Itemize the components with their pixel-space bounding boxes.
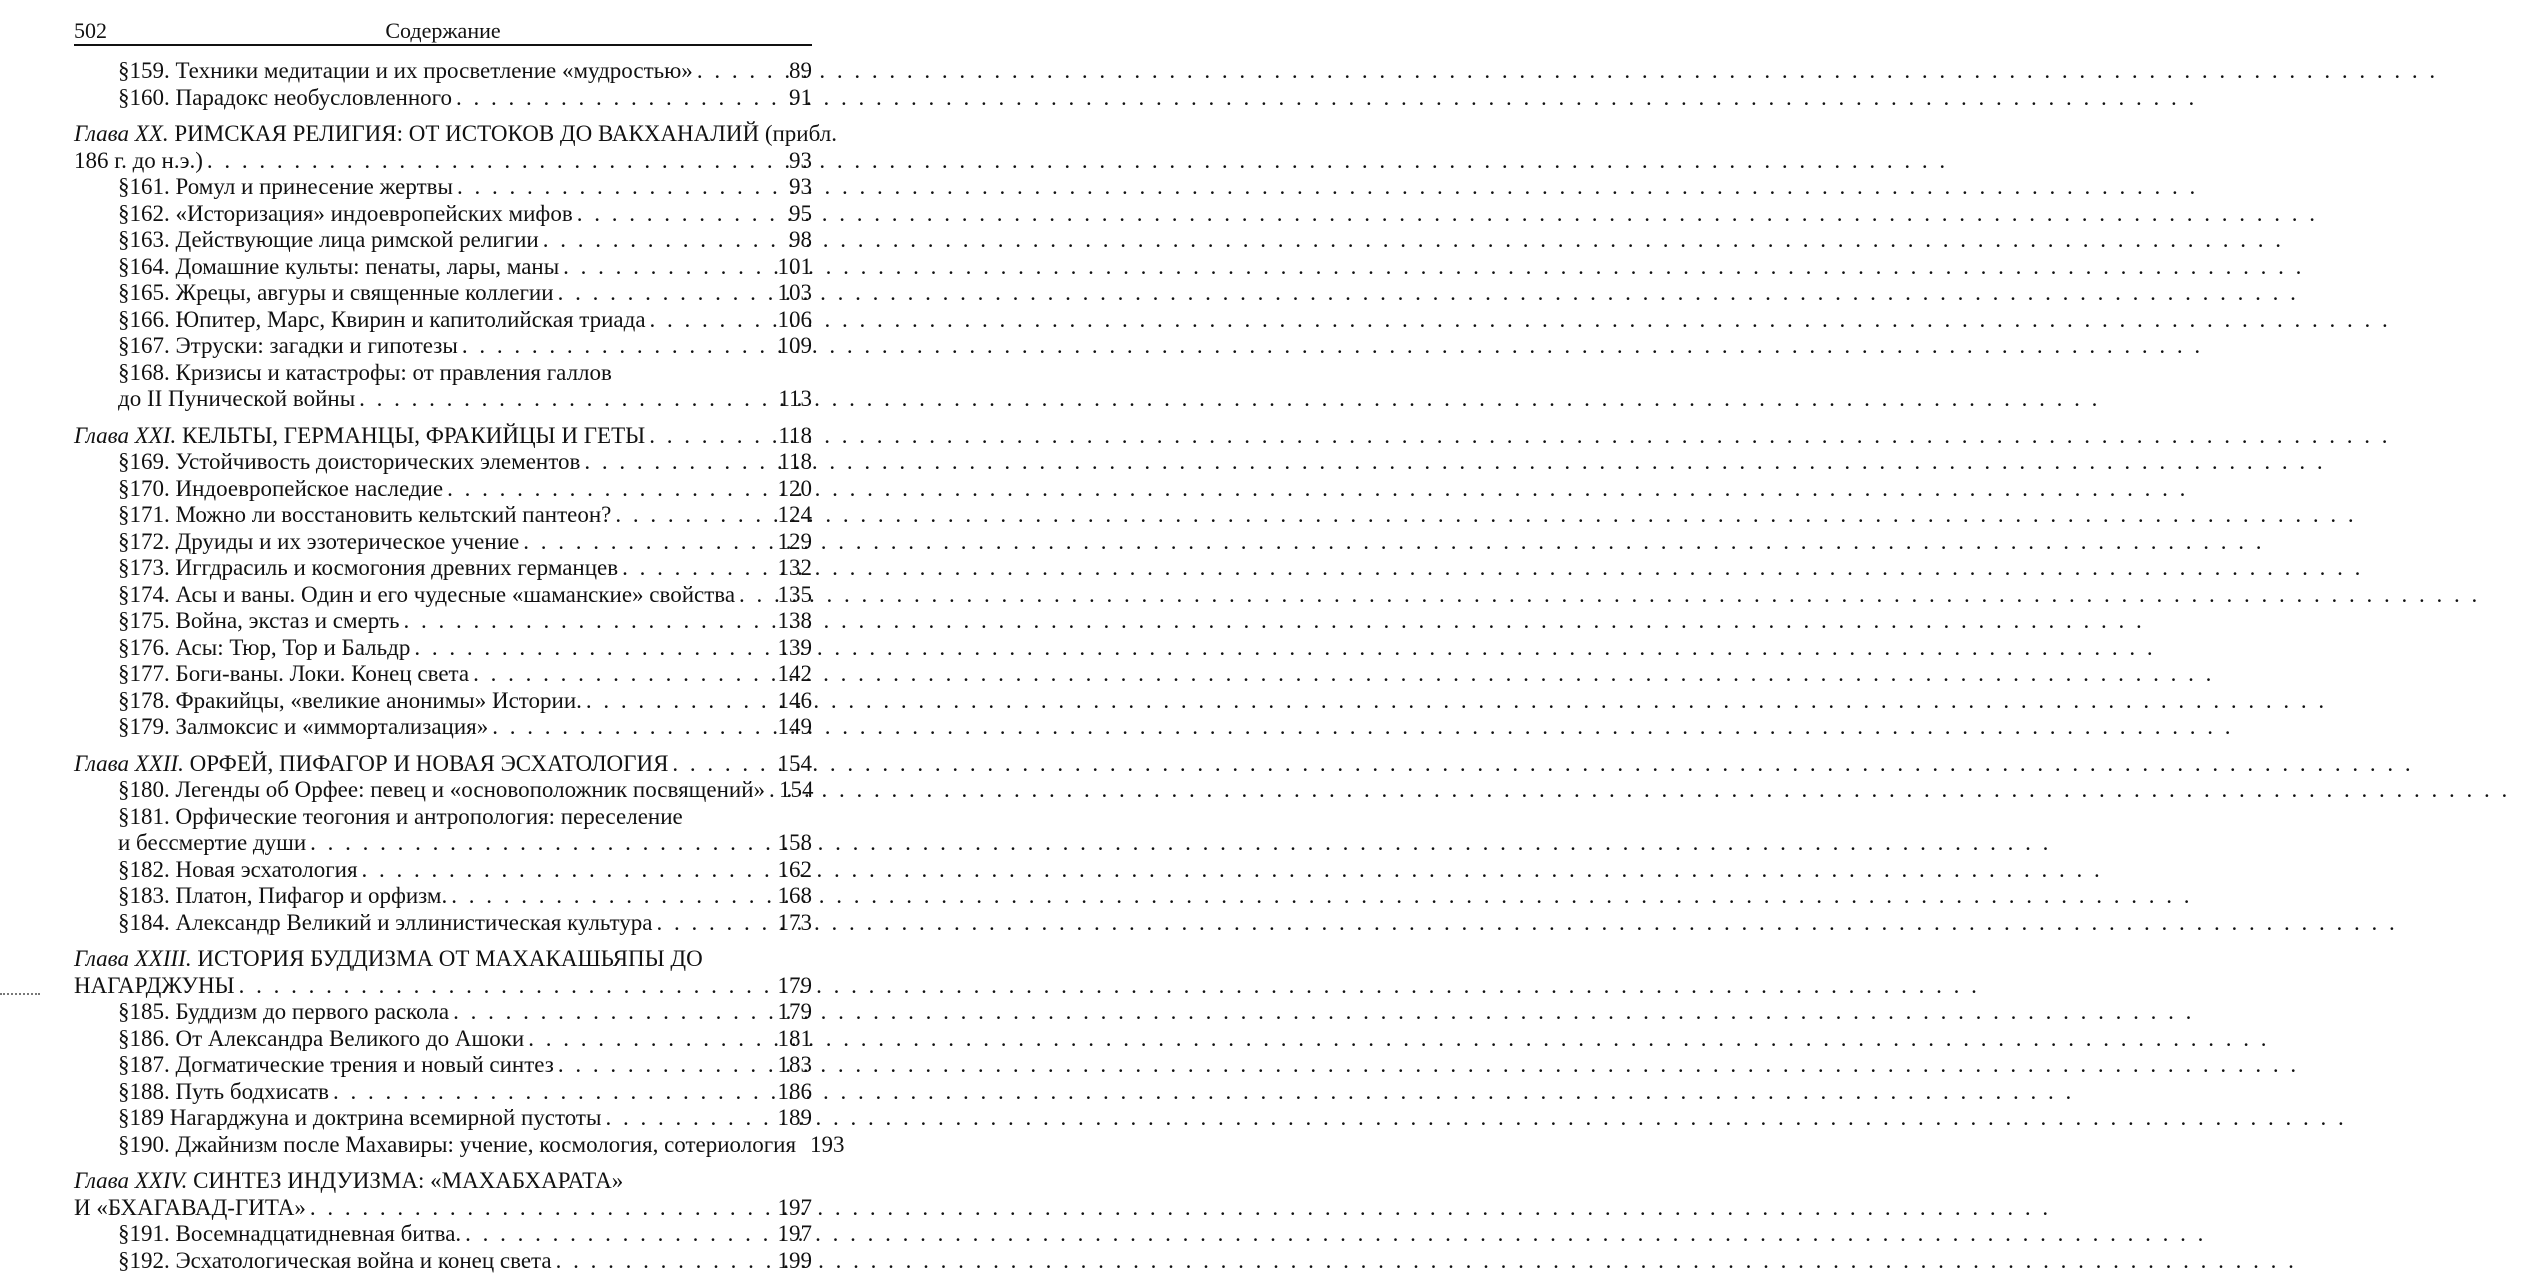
entry-text: §186. От Александра Великого до Ашоки [118, 1025, 525, 1051]
toc-section-entry [74, 661, 812, 688]
chapter-label: Глава XXIV. [74, 1168, 188, 1193]
toc-section-entry [74, 58, 812, 85]
page-ref: 95 [789, 200, 812, 226]
entry-text: §172. Друиды и их эзотерическое учение [118, 528, 520, 554]
page-ref: 193 [810, 1131, 845, 1157]
dot-leader [453, 999, 773, 1026]
page-ref: 168 [777, 883, 812, 908]
page-ref: 197 [777, 1194, 812, 1220]
dot-leader [563, 254, 773, 281]
entry-text: §175. Война, экстаз и смерть [118, 608, 400, 633]
page-ref: 139 [777, 634, 812, 660]
entry-title [118, 85, 452, 112]
dot-leader [739, 582, 773, 609]
chapter-label: Глава XXII. [74, 750, 184, 776]
entry-text: и бессмертие души [118, 830, 307, 855]
toc-chapter-entry [74, 1195, 812, 1222]
entry-text: И «БХАГАВАД-ГИТА» [74, 1194, 306, 1220]
entry-title [118, 529, 519, 556]
entry-title [118, 307, 646, 334]
entry-title [118, 555, 618, 582]
entry-text: ОРФЕЙ, ПИФАГОР И НОВАЯ ЭСХАТОЛОГИЯ [183, 750, 669, 776]
dot-leader [333, 1079, 774, 1106]
toc-section-entry [74, 555, 812, 582]
dot-leader [473, 661, 773, 688]
entry-text: СИНТЕЗ ИНДУИЗМА: «МАХАБХАРАТА» [187, 1168, 624, 1193]
entry-text: §165. Жрецы, авгуры и священные коллегии [118, 280, 554, 305]
chapter-label: Глава XXI. [74, 422, 177, 448]
toc-section-entry [74, 254, 812, 281]
entry-title [118, 333, 458, 360]
entry-text: §173. Иггдрасиль и космогония древних германцев [118, 555, 619, 580]
toc-section-entry [74, 1079, 812, 1106]
dot-leader [310, 830, 773, 857]
entry-text: НАГАРДЖУНЫ [74, 972, 235, 998]
entry-title [118, 174, 453, 201]
dot-leader [657, 910, 774, 937]
entry-title [118, 1079, 329, 1106]
entry-title [118, 476, 443, 503]
page-ref: 118 [778, 449, 812, 474]
page-ref: 124 [777, 502, 812, 527]
entry-title [74, 423, 645, 450]
page-ref: 106 [777, 306, 812, 332]
entry-title [118, 661, 469, 688]
entry-text: §190. Джайнизм после Махавиры: учение, космология, сотериология [118, 1131, 797, 1157]
toc-chapter-entry [74, 121, 837, 148]
page-ref: 129 [777, 528, 812, 554]
toc-section-entry [74, 1248, 812, 1275]
toc-section-entry [74, 635, 812, 662]
entry-title [118, 58, 693, 85]
entry-text: §184. Александр Великий и эллинистическая культура [118, 909, 653, 935]
entry-title [118, 830, 306, 857]
entry-title [118, 910, 653, 937]
entry-title [118, 999, 449, 1026]
page-ref: 120 [777, 475, 812, 501]
page-number: 502 [74, 18, 107, 43]
entry-text: §174. Асы и ваны. Один и его чудесные «шаманские» свойства [118, 581, 736, 607]
toc-chapter-entry [74, 751, 812, 778]
page-ref: 118 [778, 422, 812, 448]
entry-text: КЕЛЬТЫ, ГЕРМАНЦЫ, ФРАКИЙЦЫ И ГЕТЫ [176, 422, 646, 448]
dot-leader [586, 688, 774, 715]
entry-title [74, 148, 203, 175]
dot-leader [584, 449, 774, 476]
dot-leader [462, 333, 774, 360]
page-ref: 93 [789, 174, 812, 199]
page-ref: 149 [777, 714, 812, 739]
entry-text: §164. Домашние культы: пенаты, лары, маны [118, 253, 560, 279]
entry-text: §188. Путь бодхисатв [118, 1078, 329, 1104]
entry-text: §163. Действующие лица римской религии [118, 227, 539, 252]
entry-title [118, 688, 582, 715]
dot-leader [672, 751, 773, 778]
entry-text: §167. Этруски: загадки и гипотезы [118, 333, 458, 358]
entry-text: 186 г. до н.э.) [74, 147, 203, 173]
header-rule [74, 44, 812, 46]
page-ref: 186 [777, 1078, 812, 1104]
entry-title [118, 201, 573, 228]
page-ref: 162 [777, 856, 812, 882]
page-ref: 154 [779, 777, 814, 802]
toc-chapter-entry [74, 1168, 812, 1195]
entry-title [118, 635, 410, 662]
entry-text: §171. Можно ли восстановить кельтский пантеон? [118, 502, 612, 527]
entry-text: §181. Орфические теогония и антропология: переселение [118, 803, 683, 829]
entry-title [118, 777, 765, 804]
entry-title [118, 360, 612, 387]
toc-chapter-entry [74, 946, 812, 973]
entry-title [118, 804, 683, 831]
entry-title [118, 280, 554, 307]
entry-text: §183. Платон, Пифагор и орфизм. [118, 883, 448, 908]
entry-text: §169. Устойчивость доисторических элементов [118, 449, 581, 474]
entry-title [118, 1052, 554, 1079]
toc-section-entry [74, 714, 812, 741]
page-ref: 91 [789, 84, 812, 110]
dot-leader [558, 1052, 774, 1079]
entry-text: §185. Буддизм до первого раскола [118, 999, 450, 1024]
entry-title [118, 386, 355, 413]
entry-title [74, 1195, 306, 1222]
toc-section-entry [74, 529, 812, 556]
chapter-label: Глава XXIII. [74, 946, 192, 971]
entry-title [74, 1168, 623, 1195]
dot-leader [359, 386, 774, 413]
page-ref: 101 [777, 253, 812, 279]
dot-leader [362, 857, 774, 884]
toc-section-entry [74, 910, 812, 937]
dot-leader [528, 1026, 773, 1053]
page-ref: 179 [777, 999, 812, 1024]
dot-leader [207, 148, 785, 175]
toc-section-entry [74, 280, 812, 307]
toc-section-entry [74, 1105, 812, 1132]
dot-leader [650, 307, 774, 334]
entry-title [74, 946, 703, 973]
page-ref: 199 [777, 1247, 812, 1273]
dot-leader [451, 883, 773, 910]
toc-section-entry [74, 857, 812, 884]
page-ref: 158 [777, 830, 812, 855]
entry-text: §161. Ромул и принесение жертвы [118, 174, 453, 199]
dot-leader [577, 201, 785, 228]
dot-leader [456, 85, 785, 112]
entry-title [118, 714, 488, 741]
toc-section-entry [74, 1026, 812, 1053]
page-ref: 146 [777, 687, 812, 713]
dot-leader [649, 423, 774, 450]
toc-section-entry [74, 777, 812, 804]
toc-section-entry [74, 883, 812, 910]
entry-text: §191. Восемнадцатидневная битва. [118, 1221, 462, 1246]
entry-title [118, 883, 447, 910]
table-of-contents [74, 58, 845, 1274]
page-ref: 138 [777, 608, 812, 633]
dot-leader [697, 58, 785, 85]
dot-leader [558, 280, 774, 307]
page-ref: 109 [777, 333, 812, 358]
entry-title [118, 608, 400, 635]
page-header [74, 12, 812, 46]
entry-title [74, 121, 837, 148]
entry-text: §180. Легенды об Орфее: певец и «основоположник посвящений» [118, 777, 765, 802]
page-ref: 98 [789, 227, 812, 252]
page-ref: 89 [789, 58, 812, 83]
dot-leader [310, 1195, 774, 1222]
page-ref: 103 [777, 280, 812, 305]
entry-text: §159. Техники медитации и их просветление «мудростью» [118, 58, 693, 83]
page-ref: 181 [777, 1025, 812, 1051]
dot-leader [605, 1105, 773, 1132]
dot-leader [465, 1221, 773, 1248]
dot-leader [404, 608, 774, 635]
entry-title [118, 857, 358, 884]
dot-leader [543, 227, 785, 254]
toc-section-entry [74, 999, 812, 1026]
toc-section-entry [74, 201, 812, 228]
entry-text: РИМСКАЯ РЕЛИГИЯ: ОТ ИСТОКОВ ДО ВАКХАНАЛИЙ (прибл. [168, 121, 837, 146]
entry-text: §192. Эсхатологическая война и конец света [118, 1247, 552, 1273]
toc-section-entry [74, 804, 812, 831]
toc-section-entry [74, 333, 812, 360]
toc-section-entry [74, 502, 812, 529]
toc-section-entry [74, 688, 812, 715]
entry-text: ИСТОРИЯ БУДДИЗМА ОТ МАХАКАШЬЯПЫ ДО [191, 946, 703, 971]
dot-leader [447, 476, 773, 503]
toc-section-entry [74, 1221, 812, 1248]
entry-title [74, 973, 235, 1000]
running-title: Содержание [385, 18, 501, 43]
toc-section-entry [74, 174, 812, 201]
page-ref: 135 [777, 581, 812, 607]
entry-text: §168. Кризисы и катастрофы: от правления галлов [118, 359, 612, 385]
entry-title [118, 1105, 601, 1132]
page-ref: 189 [777, 1105, 812, 1130]
page-ref: 132 [777, 555, 812, 580]
entry-title [118, 1248, 552, 1275]
entry-text: §170. Индоевропейское наследие [118, 475, 444, 501]
entry-text: до II Пунической войны [118, 386, 356, 411]
page-ref: 142 [777, 661, 812, 686]
dot-leader [769, 777, 775, 804]
toc-section-entry [74, 85, 812, 112]
entry-title [118, 227, 539, 254]
dot-leader [239, 973, 774, 1000]
page-ref: 183 [777, 1052, 812, 1077]
entry-text: §166. Юпитер, Марс, Квирин и капитолийская триада [118, 306, 646, 332]
entry-text: §176. Асы: Тюр, Тор и Бальдр [118, 634, 411, 660]
dot-leader [556, 1248, 774, 1275]
page-ref: 197 [777, 1221, 812, 1246]
chapter-label: Глава XX. [74, 121, 169, 146]
dot-leader [492, 714, 773, 741]
toc-section-entry [74, 1052, 812, 1079]
entry-title [118, 1132, 796, 1159]
page-ref: 113 [778, 386, 812, 411]
entry-text: §162. «Историзация» индоевропейских мифов [118, 200, 573, 226]
scan-mark [0, 993, 40, 997]
toc-section-entry [74, 307, 812, 334]
dot-leader [457, 174, 785, 201]
entry-title [118, 254, 559, 281]
toc-section-entry [74, 830, 812, 857]
toc-chapter-entry [74, 148, 812, 175]
page-ref: 93 [789, 147, 812, 173]
entry-title [118, 1221, 461, 1248]
entry-text: §189 Нагарджуна и доктрина всемирной пустоты [118, 1105, 602, 1130]
toc-chapter-entry [74, 973, 812, 1000]
entry-text: §178. Фракийцы, «великие анонимы» Истории. [118, 687, 582, 713]
entry-text: §160. Парадокс необусловленного [118, 84, 453, 110]
page-ref: 154 [777, 750, 812, 776]
entry-text: §187. Догматические трения и новый синтез [118, 1052, 554, 1077]
toc-section-entry [74, 360, 812, 387]
toc-section-entry [74, 227, 812, 254]
entry-title [118, 449, 580, 476]
dot-leader [615, 502, 773, 529]
entry-title [118, 502, 611, 529]
dot-leader [414, 635, 773, 662]
entry-title [74, 751, 668, 778]
toc-section-entry [74, 449, 812, 476]
toc-section-entry [74, 386, 812, 413]
page-ref: 173 [777, 909, 812, 935]
entry-text: §179. Залмоксис и «иммортализация» [118, 714, 489, 739]
toc-section-entry [74, 608, 812, 635]
entry-text: §177. Боги-ваны. Локи. Конец света [118, 661, 470, 686]
entry-text: §182. Новая эсхатология [118, 856, 358, 882]
toc-chapter-entry [74, 423, 812, 450]
dot-leader [622, 555, 773, 582]
dot-leader [523, 529, 773, 556]
page-ref: 179 [777, 972, 812, 998]
toc-section-entry [74, 1131, 845, 1159]
entry-title [118, 1026, 524, 1053]
entry-title [118, 582, 735, 609]
toc-section-entry [74, 582, 812, 609]
toc-section-entry [74, 476, 812, 503]
